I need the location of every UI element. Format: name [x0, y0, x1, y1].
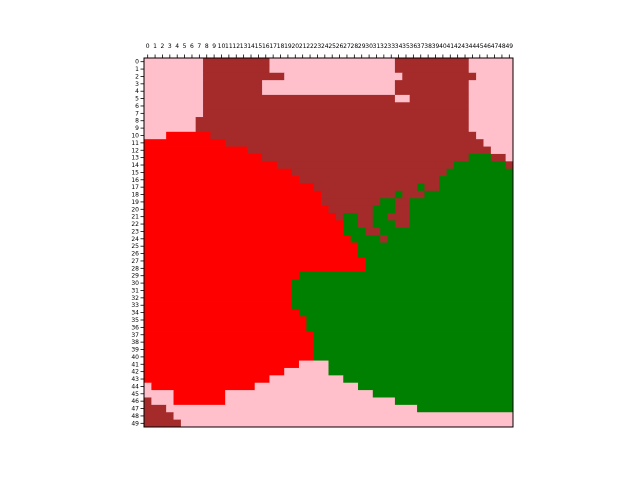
heatmap-cell-run: [144, 117, 196, 125]
y-tick-label: 20: [131, 206, 139, 214]
heatmap-cell-run: [395, 80, 469, 88]
heatmap-cell-run: [144, 228, 344, 236]
y-tick-label: 45: [131, 390, 139, 398]
heatmap-cell-run: [469, 80, 514, 88]
heatmap-cell-run: [506, 161, 514, 169]
heatmap-cell-run: [506, 154, 514, 162]
heatmap-cell-run: [329, 368, 514, 376]
heatmap-cell-run: [144, 73, 203, 81]
heatmap-cell-run: [417, 405, 513, 413]
heatmap-cell-run: [395, 65, 469, 73]
heatmap-cell-run: [329, 206, 374, 214]
heatmap-cell-run: [174, 412, 514, 420]
heatmap-cell-run: [144, 80, 203, 88]
heatmap-cell-run: [144, 154, 262, 162]
heatmap-cell-run: [144, 110, 203, 118]
x-tick-label: 9: [212, 43, 217, 50]
heatmap-cell-run: [395, 206, 410, 214]
heatmap-cell-run: [144, 338, 314, 346]
heatmap-cell-run: [306, 316, 513, 324]
heatmap-cell-run: [262, 154, 469, 162]
heatmap-cell-run: [144, 272, 299, 280]
y-tick-label: 1: [135, 66, 139, 74]
heatmap-cell-run: [144, 309, 299, 317]
heatmap-cell-run: [144, 397, 152, 405]
heatmap-cell-run: [144, 220, 344, 228]
heatmap-cell-run: [469, 58, 514, 66]
heatmap-cell-run: [292, 294, 514, 302]
x-tick-label: 24: [320, 43, 329, 50]
heatmap-cell-run: [388, 235, 514, 243]
y-tick-label: 12: [131, 147, 139, 155]
x-tick-label: 42: [453, 43, 462, 50]
y-tick-label: 21: [131, 213, 139, 221]
heatmap-cell-run: [203, 80, 262, 88]
x-tick-label: 26: [335, 43, 344, 50]
x-tick-label: 46: [483, 43, 491, 50]
y-tick-label: 8: [135, 117, 139, 125]
heatmap-cell-run: [262, 80, 395, 88]
heatmap-cell-run: [358, 213, 373, 221]
heatmap-cell-run: [395, 58, 469, 66]
heatmap-cell-run: [144, 88, 203, 96]
x-tick-label: 22: [306, 43, 314, 50]
heatmap-cell-run: [144, 191, 322, 199]
heatmap-cell-run: [469, 124, 514, 132]
y-tick-label: 43: [131, 376, 139, 384]
x-tick-label: 19: [284, 43, 292, 50]
heatmap-cell-run: [144, 198, 322, 206]
heatmap-cell-run: [454, 161, 506, 169]
y-tick-label: 49: [131, 420, 139, 428]
y-tick-label: 22: [131, 221, 139, 229]
heatmap-cell-run: [358, 220, 373, 228]
heatmap-cell-run: [144, 169, 292, 177]
heatmap-cell-run: [225, 397, 395, 405]
heatmap-cell-run: [144, 206, 329, 214]
heatmap-cell-run: [144, 250, 358, 258]
heatmap-cell-run: [144, 420, 181, 428]
heatmap-cell-run: [144, 383, 152, 391]
x-tick-label: 47: [490, 43, 499, 50]
heatmap-cell-run: [424, 191, 513, 199]
x-tick-label: 4: [175, 43, 180, 50]
x-tick-label: 17: [269, 43, 277, 50]
x-tick-label: 0: [145, 43, 150, 50]
heatmap-cell-run: [306, 324, 513, 332]
heatmap-cell-run: [144, 139, 226, 147]
y-tick-label: 0: [135, 58, 139, 66]
x-tick-label: 11: [225, 43, 233, 50]
y-tick-label: 24: [131, 235, 139, 243]
x-tick-label: 36: [409, 43, 418, 50]
heatmap-cell-run: [277, 161, 455, 169]
x-tick-label: 21: [298, 43, 307, 50]
y-tick-label: 44: [131, 383, 139, 391]
y-tick-label: 9: [135, 125, 139, 133]
heatmap-cell-run: [144, 183, 314, 191]
y-tick-label: 14: [131, 162, 139, 170]
x-tick-label: 7: [197, 43, 202, 50]
heatmap-cell-run: [380, 235, 388, 243]
x-tick-label: 33: [387, 43, 396, 50]
heatmap-cell-run: [203, 58, 270, 66]
heatmap-cell-run: [410, 213, 514, 221]
heatmap-cell-run: [329, 361, 514, 369]
heatmap-cell-run: [144, 368, 285, 376]
heatmap-cell-run: [365, 265, 513, 273]
heatmap-cell-run: [314, 338, 514, 346]
heatmap-cell-run: [166, 405, 417, 413]
heatmap-cell-run: [144, 124, 196, 132]
heatmap-cell-run: [144, 316, 307, 324]
y-tick-label: 23: [131, 228, 139, 236]
heatmap-cell-run: [395, 88, 469, 96]
heatmap-cell-run: [417, 183, 425, 191]
heatmap-cell-run: [299, 272, 513, 280]
heatmap-cell-run: [144, 257, 366, 265]
heatmap-cell-run: [491, 154, 506, 162]
y-tick-label: 27: [131, 257, 139, 265]
heatmap-cell-run: [365, 257, 513, 265]
heatmap-cell-run: [284, 73, 402, 81]
heatmap-cell-run: [469, 117, 514, 125]
heatmap-cell-run: [336, 213, 344, 221]
heatmap-cell-run: [314, 331, 514, 339]
heatmap-cell-run: [343, 375, 513, 383]
x-tick-label: 1: [153, 43, 157, 50]
heatmap-cell-run: [196, 117, 469, 125]
heatmap-cell-run: [174, 397, 226, 405]
heatmap-cell-run: [373, 213, 388, 221]
heatmap-cell-run: [395, 95, 410, 103]
heatmap-cell-run: [292, 169, 447, 177]
heatmap-cell-run: [269, 65, 395, 73]
heatmap-cell-run: [181, 420, 514, 428]
x-tick-label: 45: [475, 43, 484, 50]
heatmap-cell-run: [439, 183, 513, 191]
heatmap-cell-run: [476, 132, 513, 140]
heatmap-cell-run: [144, 412, 174, 420]
heatmap-cell-run: [299, 309, 513, 317]
heatmap-cell-run: [144, 353, 314, 361]
heatmap-cell-run: [196, 124, 469, 132]
heatmap-cell-run: [144, 287, 292, 295]
x-tick-label: 23: [313, 43, 322, 50]
heatmap-cell-run: [144, 265, 366, 273]
heatmap-cell-run: [299, 176, 440, 184]
y-tick-label: 39: [131, 346, 139, 354]
x-tick-label: 14: [247, 43, 255, 50]
x-tick-label: 25: [328, 43, 337, 50]
heatmap-cell-run: [269, 58, 395, 66]
heatmap-cell-run: [491, 147, 514, 155]
x-tick-label: 39: [431, 43, 440, 50]
x-tick-label: 30: [365, 43, 373, 50]
heatmap-cell-run: [166, 132, 211, 140]
heatmap-cell-run: [351, 235, 381, 243]
heatmap-cell-run: [343, 228, 366, 236]
y-tick-label: 2: [135, 73, 139, 81]
y-tick-label: 42: [131, 368, 139, 376]
heatmap-cell-run: [402, 73, 476, 81]
y-tick-label: 13: [131, 154, 139, 162]
y-tick-label: 48: [131, 412, 139, 420]
x-tick-label: 44: [468, 43, 477, 50]
heatmap-cell-run: [144, 302, 292, 310]
x-tick-label: 38: [424, 43, 432, 50]
heatmap-cell-run: [203, 73, 285, 81]
x-axis-ticks: [146, 43, 514, 58]
y-tick-label: 18: [131, 191, 139, 199]
y-tick-label: 25: [131, 243, 139, 251]
heatmap-cell-run: [144, 147, 248, 155]
heatmap-cell-run: [343, 220, 358, 228]
heatmap-cell-run: [144, 102, 203, 110]
heatmap-cell-run: [203, 65, 270, 73]
heatmap-cell-run: [395, 198, 410, 206]
x-tick-label: 48: [498, 43, 506, 50]
y-tick-label: 33: [131, 302, 139, 310]
heatmap-cell-run: [410, 220, 514, 228]
heatmap-cell-run: [247, 147, 491, 155]
heatmap-cell-run: [292, 302, 514, 310]
y-tick-label: 30: [131, 280, 139, 288]
heatmap-cell-run: [321, 191, 395, 199]
y-tick-label: 17: [131, 184, 139, 192]
heatmap-cell-run: [144, 176, 299, 184]
heatmap-cell-run: [373, 206, 396, 214]
heatmap-cell-run: [203, 102, 469, 110]
heatmap-cell-run: [174, 390, 226, 398]
x-tick-label: 49: [505, 43, 514, 50]
heatmap-cell-run: [144, 361, 299, 369]
x-tick-label: 37: [416, 43, 425, 50]
heatmap-cell-run: [439, 176, 513, 184]
y-tick-label: 38: [131, 339, 139, 347]
heatmap-cell-run: [144, 346, 314, 354]
heatmap-cell-run: [210, 132, 476, 140]
y-tick-label: 29: [131, 272, 139, 280]
y-tick-label: 16: [131, 176, 139, 184]
heatmap-cell-run: [469, 110, 514, 118]
x-tick-label: 28: [350, 43, 359, 50]
heatmap-cell-run: [424, 183, 439, 191]
heatmap-cell-run: [144, 235, 351, 243]
heatmap-cell-run: [395, 220, 410, 228]
heatmap-cell-run: [203, 110, 469, 118]
heatmap-cell-run: [284, 368, 329, 376]
heatmap-cell-run: [410, 206, 514, 214]
y-tick-label: 28: [131, 265, 139, 273]
heatmap-cell-run: [144, 279, 292, 287]
heatmap-cell-run: [343, 213, 358, 221]
heatmap-cell-run: [388, 213, 411, 221]
y-tick-label: 46: [131, 398, 139, 406]
heatmap-cell-run: [410, 95, 469, 103]
heatmap-cell-run: [144, 58, 203, 66]
heatmap-cell-run: [469, 154, 492, 162]
x-tick-label: 31: [372, 43, 381, 50]
heatmap-cell-run: [321, 198, 380, 206]
y-tick-label: 7: [135, 110, 139, 118]
y-tick-label: 3: [135, 80, 139, 88]
heatmap-cell-run: [314, 353, 514, 361]
x-tick-label: 27: [343, 43, 351, 50]
x-tick-label: 29: [357, 43, 366, 50]
y-tick-label: 26: [131, 250, 139, 258]
y-tick-label: 4: [135, 88, 139, 96]
x-tick-label: 15: [254, 43, 263, 50]
y-tick-label: 41: [131, 361, 139, 369]
y-tick-label: 34: [131, 309, 139, 317]
heatmap-cell-run: [395, 191, 403, 199]
heatmap-cell-run: [380, 228, 513, 236]
x-tick-label: 35: [402, 43, 410, 50]
x-tick-label: 10: [217, 43, 226, 50]
heatmap-cell-run: [225, 139, 484, 147]
x-tick-label: 13: [239, 43, 248, 50]
heatmap-cell-run: [292, 279, 514, 287]
heatmap-cell-run: [151, 397, 174, 405]
heatmap-cell-run: [483, 139, 513, 147]
heatmap-cell-run: [144, 405, 167, 413]
heatmap-cell-run: [314, 183, 418, 191]
x-tick-label: 18: [276, 43, 285, 50]
heatmap-cell-run: [395, 397, 513, 405]
heatmap-cell-run: [144, 324, 307, 332]
heatmap-cell-run: [292, 287, 514, 295]
heatmap-cell-run: [469, 65, 514, 73]
x-tick-label: 12: [232, 43, 241, 50]
heatmap-cell-run: [144, 390, 174, 398]
x-tick-label: 8: [204, 43, 209, 50]
y-tick-label: 11: [131, 139, 139, 147]
heatmap-cell-run: [144, 161, 277, 169]
heatmap-cell-run: [469, 95, 514, 103]
heatmap-cell-run: [255, 383, 359, 391]
y-tick-label: 47: [131, 405, 139, 413]
x-tick-label: 16: [261, 43, 270, 50]
heatmap-cell-run: [262, 88, 395, 96]
heatmap-cell-run: [144, 213, 336, 221]
x-tick-label: 43: [461, 43, 469, 50]
heatmap-cells: [144, 58, 513, 427]
heatmap-cell-run: [358, 250, 513, 258]
heatmap-cell-run: [144, 95, 203, 103]
y-tick-label: 5: [135, 95, 139, 103]
heatmap-cell-run: [365, 228, 380, 236]
heatmap-cell-run: [144, 65, 203, 73]
heatmap-cell-run: [402, 191, 425, 199]
y-tick-label: 19: [131, 198, 139, 206]
x-tick-label: 6: [190, 43, 194, 50]
heatmap-cell-run: [469, 102, 514, 110]
heatmap-cell-run: [358, 383, 513, 391]
y-tick-label: 36: [131, 324, 139, 332]
x-tick-label: 5: [182, 43, 187, 50]
heatmap-cell-run: [380, 198, 395, 206]
heatmap-cell-run: [151, 383, 255, 391]
x-tick-label: 32: [380, 43, 388, 50]
heatmap-cell-run: [144, 243, 358, 251]
y-tick-label: 37: [131, 331, 139, 339]
y-tick-label: 32: [131, 294, 139, 302]
y-tick-label: 15: [131, 169, 139, 177]
heatmap-cell-run: [410, 198, 514, 206]
heatmap-cell-run: [144, 375, 270, 383]
heatmap-cell-run: [373, 220, 396, 228]
y-tick-label: 40: [131, 353, 139, 361]
heatmap-cell-run: [269, 375, 343, 383]
heatmap-cell-run: [225, 390, 373, 398]
x-tick-label: 2: [160, 43, 165, 50]
heatmap-cell-run: [373, 390, 514, 398]
heatmap-cell-run: [447, 169, 514, 177]
heatmap-cell-run: [314, 346, 514, 354]
y-tick-label: 6: [135, 102, 139, 110]
heatmap-cell-run: [144, 331, 314, 339]
heatmap-cell-run: [203, 88, 262, 96]
x-tick-label: 34: [394, 43, 403, 50]
heatmap-cell-run: [144, 132, 167, 140]
x-tick-label: 40: [439, 43, 447, 50]
heatmap-cell-run: [476, 73, 513, 81]
y-axis-ticks: [131, 59, 144, 428]
heatmap-cell-run: [299, 361, 329, 369]
x-tick-label: 3: [167, 43, 172, 50]
heatmap-cell-run: [203, 95, 395, 103]
heatmap-cell-run: [469, 88, 514, 96]
x-tick-label: 20: [291, 43, 300, 50]
heatmap-cell-run: [144, 294, 292, 302]
heatmap-cell-run: [358, 243, 513, 251]
y-tick-label: 10: [131, 132, 139, 140]
x-tick-label: 41: [446, 43, 455, 50]
y-tick-label: 35: [131, 316, 139, 324]
y-tick-label: 31: [131, 287, 139, 295]
